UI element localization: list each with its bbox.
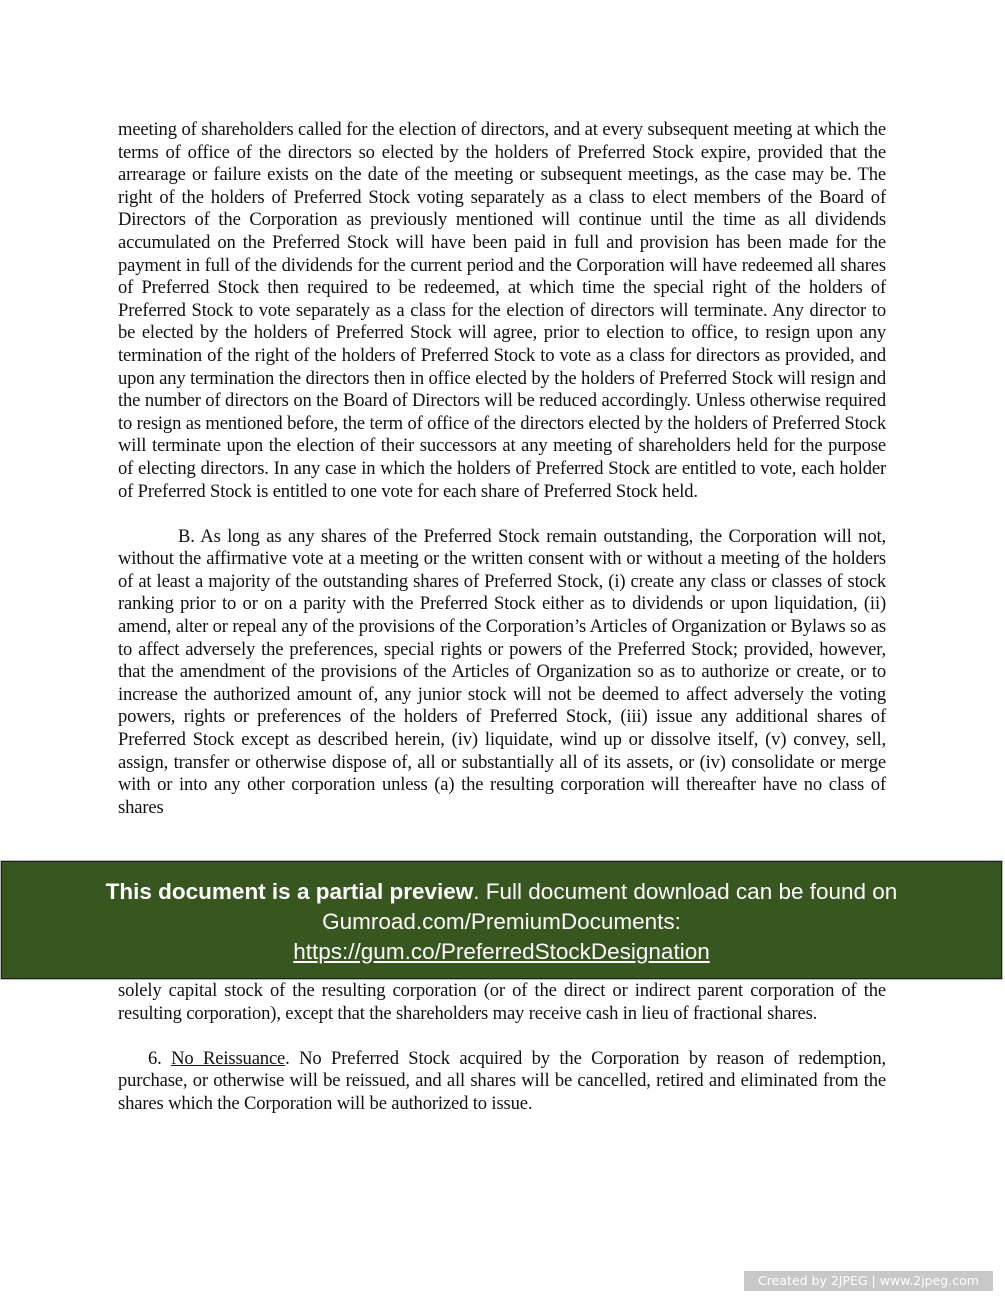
banner-text-after-bold: . Full document download can be found on — [473, 879, 898, 904]
section-6-heading: No Reissuance — [171, 1047, 286, 1069]
banner-bold-text: This document is a partial preview — [105, 879, 474, 904]
section-6-number: 6. — [148, 1047, 162, 1069]
watermark-label: Created by 2JPEG | www.2jpeg.com — [744, 1271, 993, 1291]
banner-line-1 — [2, 877, 1001, 907]
download-link[interactable]: https://gum.co/PreferredStockDesignation — [293, 939, 710, 964]
banner-line-2: Gumroad.com/PremiumDocuments: — [322, 909, 681, 934]
banner-line-3 — [2, 937, 1001, 967]
section-6-no-reissuance — [118, 1048, 886, 1116]
section-6-body: No Preferred Stock acquired by the Corporation by reason of redemption, purchase, or otherwise will be reissued, and all shares will be cancelled, retired and eliminated from the shares which the Corporation will be authorized to issue. — [118, 1047, 886, 1114]
document-page-lower — [118, 980, 886, 1138]
partial-preview-banner — [1, 861, 1002, 979]
paragraph-b-restrictions: B. As long as any shares of the Preferred Stock remain outstanding, the Corporation will not, without the affirmative vote at a meeting or the written consent with or without a meeting of the holders of at least a majority of the outstanding shares of Preferred Stock, (i) create any class or classes of stock ranking prior to or on a parity with the Preferred Stock either as to dividends or upon liquidation, (ii) amend, alter or repeal any of the provisions of the Corporation’s Articles of Organization or Bylaws so as to affect adversely the preferences, special rights or powers of the Preferred Stock; provided, however, that the amendment of the provisions of the Articles of Organization so as to authorize or create, or to increase the authorized amount of, any junior stock will not be deemed to affect adversely the voting powers, rights or preferences of the holders of Preferred Stock, (iii) issue any additional shares of Preferred Stock except as described herein, (iv) liquidate, wind up or dissolve itself, (v) convey, sell, assign, transfer or otherwise dispose of, all or substantially all of its assets, or (iv) consolidate or merge with or into any other corporation unless (a) the resulting corporation will thereafter have no class of shares — [118, 525, 886, 818]
paragraph-b-continuation: solely capital stock of the resulting corporation (or of the direct or indirect parent corporation of the resulting corporation), except that the shareholders may receive cash in lieu of fractional shares. — [118, 980, 886, 1024]
section-6-heading-punct: . — [285, 1047, 290, 1069]
document-page-upper — [118, 119, 886, 842]
paragraph-voting-rights-continuation: meeting of shareholders called for the election of directors, and at every subsequent meeting at which the terms of office of the directors so elected by the holders of Preferred Stock expire, provided that the arrearage or failure exists on the date of the meeting or subsequent meetings, as the case may be. The right of the holders of Preferred Stock voting separately as a class to elect members of the Board of Directors of the Corporation as previously mentioned will continue until the time as all dividends accumulated on the Preferred Stock will have been paid in full and provision has been made for the payment in full of the dividends for the current period and the Corporation will have redeemed all shares of Preferred Stock then required to be redeemed, at which time the special right of the holders of Preferred Stock to vote separately as a class for the election of directors will terminate. Any director to be elected by the holders of Preferred Stock will agree, prior to election to office, to resign upon any termination of the right of the holders of Preferred Stock to vote as a class for directors as provided, and upon any termination the directors then in office elected by the holders of Preferred Stock will resign and the number of directors on the Board of Directors will be reduced accordingly. Unless otherwise required to resign as mentioned before, the term of office of the directors elected by the holders of Preferred Stock will terminate upon the election of their successors at any meeting of shareholders held for the purpose of electing directors. In any case in which the holders of Preferred Stock are entitled to vote, each holder of Preferred Stock is entitled to one vote for each share of Preferred Stock held. — [118, 119, 886, 502]
